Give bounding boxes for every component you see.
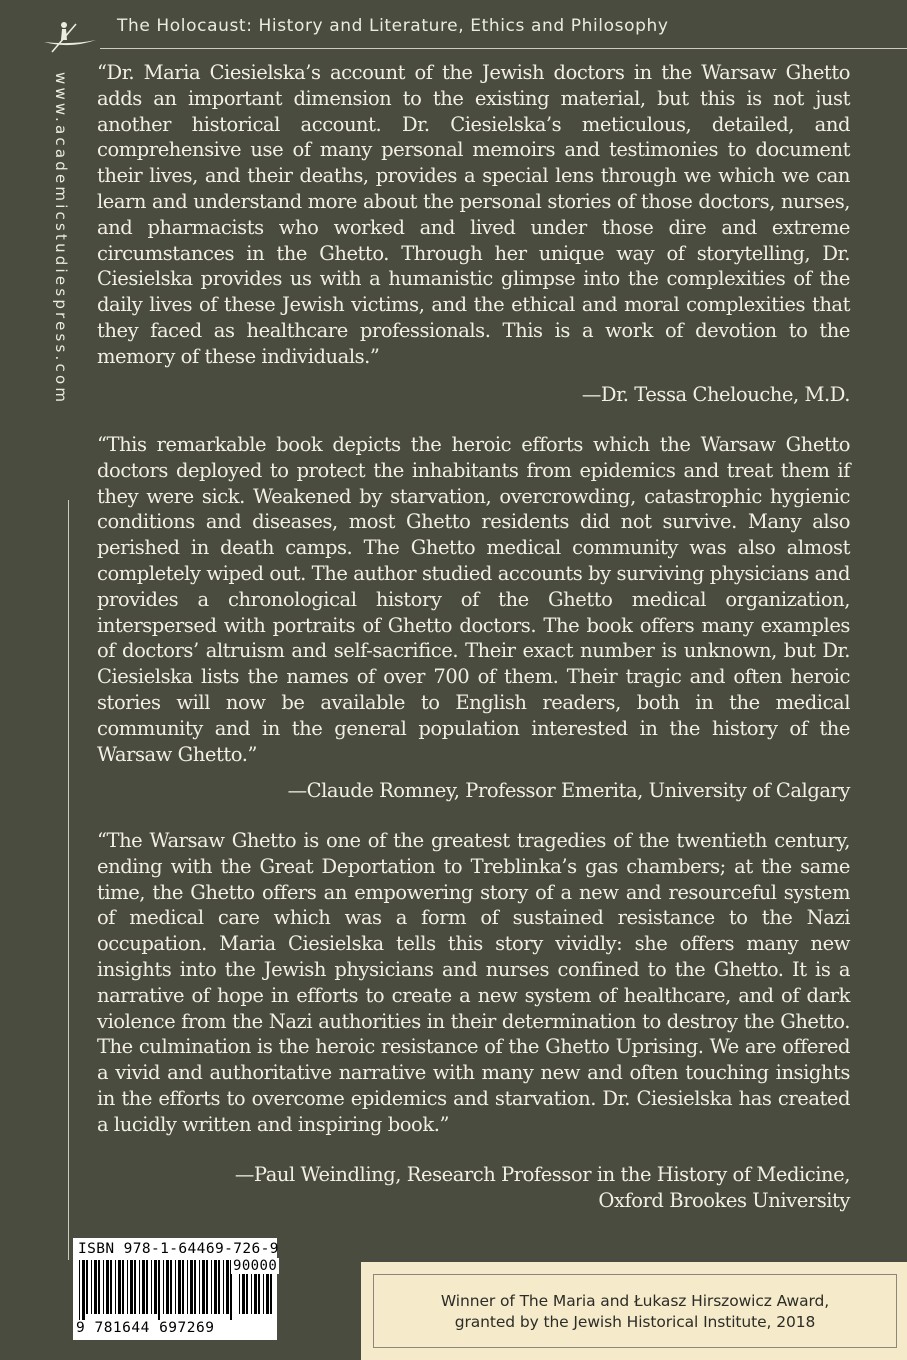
endorsement-attribution: —Dr. Tessa Chelouche, M.D. [581, 383, 850, 406]
vertical-divider [68, 500, 69, 1260]
rower-boat-icon [42, 18, 98, 54]
endorsement-attribution [97, 1162, 850, 1214]
award-text-line: Winner of The Maria and Łukasz Hirszowicz Award, [440, 1292, 830, 1310]
endorsement-attribution: —Claude Romney, Professor Emerita, University of Calgary [287, 779, 850, 802]
isbn-label: ISBN 978-1-64469-726-9 [78, 1241, 279, 1257]
isbn-barcode [73, 1238, 277, 1340]
endorsement-quote: “Dr. Maria Ciesielska’s account of the Jewish doctors in the Warsaw Ghetto adds an important dimension to the existing material, but this is not just another historical account. Dr. Ciesielska’s meticulous, detailed, and comprehensive use of many personal memoirs and testimonies to document their lives, and their deaths, provides a special lens through we which we can learn and understand more about the personal stories of those doctors, nurses, and pharmacists who worked and lived under those dire and extreme circumstances in the Ghetto. Through her unique way of storytelling, Dr. Ciesielska provides us with a humanistic glimpse into the complexities of the daily lives of these Jewish victims, and the ethical and moral complexities that they faced as healthcare professionals. This is a work of devotion to the memory of these individuals.” [97, 61, 850, 368]
endorsement-quote: “The Warsaw Ghetto is one of the greatest tragedies of the twentieth century, ending with the Great Deportation to Treblinka’s gas chambers; at the same time, the Ghetto offers an empowering story of a new and resourceful system of medical care which was a form of sustained resistance to the Nazi occupation. Maria Ciesielska tells this story vividly: she offers many new insights into the Jewish physicians and nurses confined to the Ghetto. It is a narrative of hope in efforts to create a new system of healthcare, and of dark violence from the Nazi authorities in their determination to destroy the Ghetto. The culmination is the heroic resistance of the Ghetto Uprising. We are offered a vivid and authoritative narrative with many new and often touching insights in the efforts to overcome epidemics and starvation. Dr. Ciesielska has created a lucidly written and inspiring book.” [97, 829, 850, 1136]
publisher-website: www.academicstudiespress.com [52, 72, 70, 406]
award-panel [361, 1262, 907, 1360]
price-code: 90000 [233, 1258, 278, 1274]
series-title: The Holocaust: History and Literature, Ethics and Philosophy [117, 16, 669, 36]
award-text-line: granted by the Jewish Historical Institute, 2018 [454, 1313, 816, 1331]
endorsement-quote: “This remarkable book depicts the heroic efforts which the Warsaw Ghetto doctors deployed to protect the inhabitants from epidemics and treat them if they were sick. Weakened by starvation, overcrowding, catastrophic hygienic conditions and diseases, most Ghetto residents did not survive. Many also perished in death camps. The Ghetto medical community was also almost completely wiped out. The author studied accounts by surviving physicians and provides a chronological history of the Ghetto medical organization, interspersed with portraits of Ghetto doctors. The book offers many examples of doctors’ altruism and self-sacrifice. Their exact number is unknown, but Dr. Ciesielska lists the names of over 700 of them. Their tragic and often heroic stories will now be available to English readers, both in the medical community and in the general population interested in the history of the Warsaw Ghetto.” [97, 433, 850, 766]
attribution-line: —Paul Weindling, Research Professor in the History of Medicine, [234, 1163, 850, 1186]
attribution-line: Oxford Brookes University [598, 1188, 850, 1212]
ean-number: 9 781644 697269 [76, 1320, 215, 1336]
header-divider [100, 48, 907, 49]
barcode-bars [79, 1260, 235, 1320]
series-header [0, 0, 907, 62]
award-frame [373, 1274, 897, 1348]
